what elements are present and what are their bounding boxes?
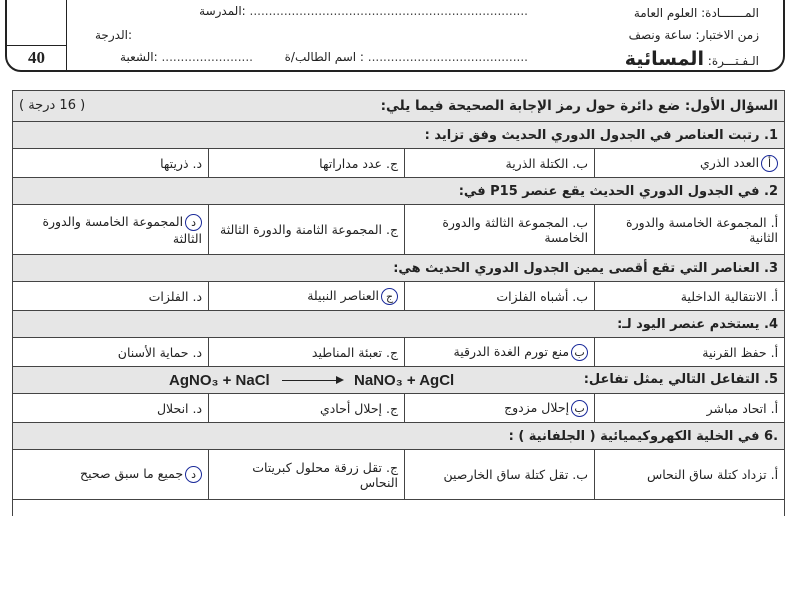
equation-reactants: AgNO₃ + NaCl (169, 371, 270, 389)
option-b[interactable]: ب. أشباه الفلزات (405, 282, 595, 311)
questions-table (12, 90, 785, 516)
student-label: اسم الطالب/ة : (284, 50, 364, 64)
section-title-row (13, 91, 785, 122)
answer-circle-icon: أ (761, 155, 778, 172)
option-d[interactable]: دجميع ما سبق صحيح (13, 450, 209, 500)
school-label: المدرسة: (199, 4, 246, 18)
duration-label: زمن الاختبار: ساعة ونصف (628, 28, 759, 42)
option-c[interactable]: ج. تعبئة المناطيد (209, 338, 405, 367)
question-text: 5. التفاعل التالي يمثل تفاعل: (583, 371, 779, 387)
question-row (13, 255, 785, 282)
question-text: 3. العناصر التي تقع أقصى يمين الجدول الدوري الحديث هي: (13, 255, 785, 282)
answer-circle-icon: ب (571, 344, 588, 361)
option-c[interactable]: ج. المجموعة الثامنة والدورة الثالثة (209, 205, 405, 255)
answer-row (13, 282, 785, 311)
reaction-arrow-icon (282, 380, 342, 381)
question-row (13, 367, 785, 394)
question-row (13, 122, 785, 149)
student-field: اسم الطالب/ة : .......................................... (284, 50, 528, 64)
term-line (625, 48, 759, 70)
equation-products: NaNO₃ + AgCl (354, 371, 455, 389)
next-question-row (13, 500, 785, 516)
answer-circle-icon: د (185, 214, 202, 231)
option-a[interactable]: أ. المجموعة الخامسة والدورة الثانية (595, 205, 785, 255)
option-c[interactable]: ج. عدد مداراتها (209, 149, 405, 178)
option-a[interactable]: أ. تزداد كتلة ساق النحاس (595, 450, 785, 500)
section-field: الشعبة: ........................ (120, 50, 253, 64)
term-prefix: الـفـتـــرة: (707, 54, 759, 68)
answer-row (13, 205, 785, 255)
question-row (13, 423, 785, 450)
option-b[interactable]: بمنع تورم الغدة الدرقية (405, 338, 595, 367)
question-text: 2. في الجدول الدوري الحديث يقع عنصر P15 في: (13, 178, 785, 205)
option-d[interactable]: دالمجموعة الخامسة والدورة الثالثة (13, 205, 209, 255)
option-a[interactable]: أ. الانتقالية الداخلية (595, 282, 785, 311)
option-a[interactable]: أ. حفظ القرنية (595, 338, 785, 367)
total-score: 40 (28, 48, 45, 67)
option-a[interactable]: أالعدد الذري (595, 149, 785, 178)
answer-row (13, 149, 785, 178)
section-marks: ( 16 درجة ) (19, 98, 86, 113)
school-field: المدرسة: ......................................................................... (199, 4, 528, 18)
question-text: 4. يستخدم عنصر اليود لـ: (13, 311, 785, 338)
section-label: الشعبة: (120, 50, 158, 64)
option-c[interactable]: جالعناصر النبيلة (209, 282, 405, 311)
section-title: السؤال الأول: ضع دائرة حول رمز الإجابة الصحيحة فيما يلي: (380, 98, 779, 114)
option-a[interactable]: أ. اتحاد مباشر (595, 394, 785, 423)
answer-circle-icon: ج (381, 288, 398, 305)
option-d[interactable]: د. انحلال (13, 394, 209, 423)
subject-label: المـــــــادة: العلوم العامة (633, 6, 759, 20)
answer-circle-icon: د (185, 466, 202, 483)
chemical-equation (169, 372, 454, 389)
term-value: المسائية (624, 48, 704, 70)
answer-row (13, 338, 785, 367)
option-b[interactable]: ب. الكتلة الذرية (405, 149, 595, 178)
question-text: .6 في الخلية الكهروكيميائية ( الجلفانية ) : (13, 423, 785, 450)
option-d[interactable]: د. الفلزات (13, 282, 209, 311)
answer-circle-icon: ب (571, 400, 588, 417)
exam-header (5, 0, 785, 72)
question-row (13, 178, 785, 205)
option-b[interactable]: ب. المجموعة الثالثة والدورة الخامسة (405, 205, 595, 255)
option-b[interactable]: ب. تقل كتلة ساق الخارصين (405, 450, 595, 500)
answer-row (13, 450, 785, 500)
option-d[interactable]: د. حماية الأسنان (13, 338, 209, 367)
option-b[interactable]: بإحلال مزدوج (405, 394, 595, 423)
question-text: 1. رتبت العناصر في الجدول الدوري الحديث وفق تزايد : (13, 122, 785, 149)
score-divider (7, 45, 66, 46)
option-c[interactable]: ج. إحلال أحادي (209, 394, 405, 423)
question-row (13, 311, 785, 338)
option-d[interactable]: د. ذريتها (13, 149, 209, 178)
score-box (7, 0, 67, 72)
option-c[interactable]: ج. تقل زرقة محلول كبريتات النحاس (209, 450, 405, 500)
grade-label: الدرجة: (95, 28, 132, 42)
answer-row (13, 394, 785, 423)
